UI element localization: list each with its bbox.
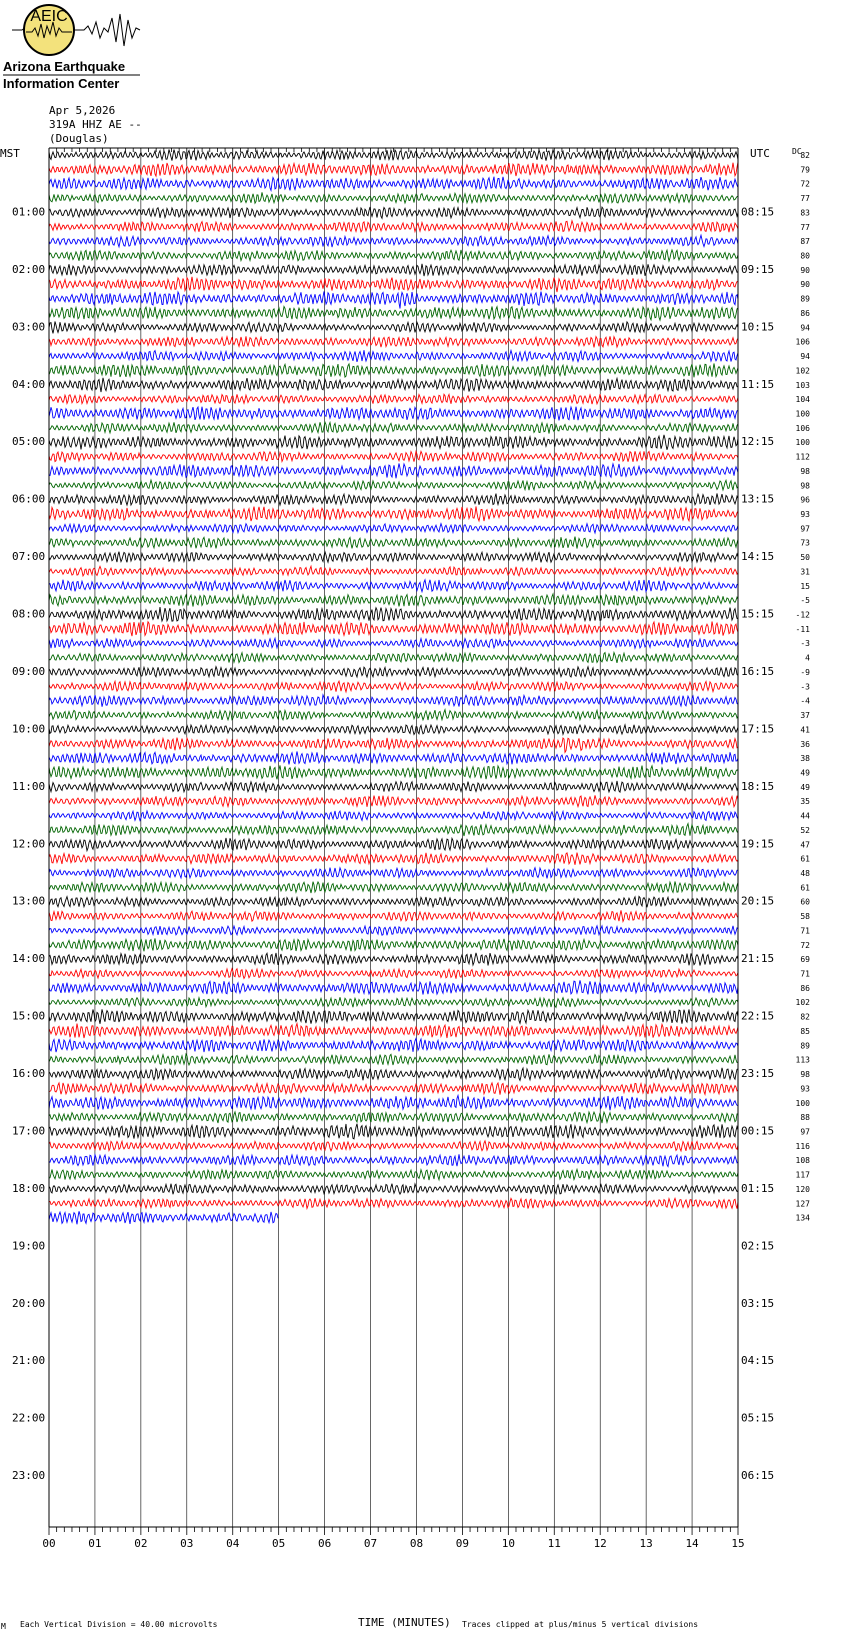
mst-hour-label: 15:00 xyxy=(12,1009,46,1023)
utc-hour-label: 05:15 xyxy=(741,1411,775,1425)
seismic-trace xyxy=(49,853,738,865)
dc-offset-label: 69 xyxy=(800,955,810,965)
seismic-trace xyxy=(49,566,738,576)
mst-hour-label: 06:00 xyxy=(12,492,46,506)
dc-offset-label: 127 xyxy=(795,1199,810,1209)
dc-offset-label: 72 xyxy=(800,179,810,189)
dc-offset-label: 88 xyxy=(800,1113,810,1123)
seismic-trace xyxy=(49,980,738,994)
dc-offset-label: 15 xyxy=(800,581,810,591)
seismic-traces xyxy=(49,150,738,1225)
seismic-trace xyxy=(49,910,738,921)
dc-offset-label: 72 xyxy=(800,940,810,950)
dc-offset-label: 98 xyxy=(800,481,810,491)
dc-offset-label: 49 xyxy=(800,768,810,778)
seismic-trace xyxy=(49,291,738,308)
seismic-trace xyxy=(49,162,738,176)
logo-line1: Arizona Earthquake xyxy=(3,59,126,74)
dc-offset-label: 106 xyxy=(795,423,810,433)
dc-offset-label: 73 xyxy=(800,538,810,548)
seismic-trace xyxy=(49,1009,738,1024)
dc-offset-label: 98 xyxy=(800,466,810,476)
seismic-trace xyxy=(49,1198,738,1208)
utc-hour-label: 16:15 xyxy=(741,664,775,678)
seismic-trace xyxy=(49,1096,738,1111)
x-tick-label: 15 xyxy=(731,1537,745,1550)
seismic-trace xyxy=(49,868,738,879)
dc-offset-label: 82 xyxy=(800,1012,810,1022)
utc-hour-label: 09:15 xyxy=(741,262,775,276)
mst-hour-label: 21:00 xyxy=(12,1354,46,1368)
x-tick-label: 01 xyxy=(88,1537,102,1550)
mst-hour-label: 07:00 xyxy=(12,550,46,564)
seismic-trace xyxy=(49,1169,738,1180)
x-tick-label: 02 xyxy=(134,1537,148,1550)
x-tick-label: 00 xyxy=(42,1537,56,1550)
dc-offset-label: 61 xyxy=(800,854,810,864)
dc-offset-label: 41 xyxy=(800,725,810,735)
seismic-trace xyxy=(49,1068,738,1081)
seismic-trace xyxy=(49,250,738,261)
dc-offset-label: 71 xyxy=(800,969,810,979)
seismic-trace xyxy=(49,322,738,334)
seismic-trace xyxy=(49,552,738,563)
seismic-trace xyxy=(49,938,738,951)
mst-hour-label: 09:00 xyxy=(12,664,46,678)
utc-hour-label: 04:15 xyxy=(741,1354,775,1368)
mst-hour-label: 11:00 xyxy=(12,779,46,793)
mst-hour-label: 22:00 xyxy=(12,1411,46,1425)
seismic-trace xyxy=(49,1054,738,1065)
dc-offset-label: 93 xyxy=(800,510,810,519)
dc-offset-label: 98 xyxy=(800,1070,810,1080)
seismic-trace xyxy=(49,1184,738,1195)
utc-hour-label: 13:15 xyxy=(741,492,775,506)
x-tick-label: 10 xyxy=(501,1537,515,1550)
dc-offset-label: 102 xyxy=(795,998,810,1008)
seismic-trace xyxy=(49,725,738,735)
header-channel: 319A HHZ AE -- xyxy=(49,118,142,131)
dc-offset-label: 87 xyxy=(800,237,810,247)
seismic-trace xyxy=(49,407,738,421)
dc-offset-label: 96 xyxy=(800,495,810,505)
seismic-trace xyxy=(49,681,738,692)
mst-hour-label: 13:00 xyxy=(12,894,46,908)
seismic-trace xyxy=(49,882,738,894)
utc-hour-label: 11:15 xyxy=(741,377,775,391)
dc-offset-label: 89 xyxy=(800,1041,810,1051)
mst-hour-label: 05:00 xyxy=(12,435,46,449)
dc-offset-label: 79 xyxy=(800,165,810,175)
utc-hour-label: 23:15 xyxy=(741,1067,775,1081)
x-tick-label: 13 xyxy=(639,1537,653,1550)
seismic-trace xyxy=(49,781,738,792)
seismic-trace xyxy=(49,622,738,637)
utc-hour-label: 06:15 xyxy=(741,1469,775,1483)
header-station: (Douglas) xyxy=(49,132,109,145)
dc-offset-label: 86 xyxy=(800,308,810,318)
seismic-trace xyxy=(49,177,738,191)
seismic-trace xyxy=(49,1124,738,1139)
mst-hour-label: 18:00 xyxy=(12,1181,46,1195)
mst-hour-label: 14:00 xyxy=(12,952,46,966)
seismic-trace xyxy=(49,811,738,821)
dc-offset-label: 82 xyxy=(800,151,810,160)
utc-hour-label: 21:15 xyxy=(741,952,775,966)
dc-axis-label: DC xyxy=(792,147,802,156)
dc-offset-label: 50 xyxy=(800,553,810,563)
mst-hour-label: 17:00 xyxy=(12,1124,46,1138)
dc-offset-label: 97 xyxy=(800,1127,810,1137)
mst-hour-label: 16:00 xyxy=(12,1067,46,1081)
dc-offset-label: 4 xyxy=(805,653,810,663)
dc-offset-label: 94 xyxy=(800,323,810,333)
dc-offset-label: 60 xyxy=(800,897,810,907)
utc-hour-label: 02:15 xyxy=(741,1239,775,1253)
mst-hour-label: 20:00 xyxy=(12,1296,46,1310)
seismic-trace xyxy=(49,751,738,764)
mst-hour-label: 10:00 xyxy=(12,722,46,736)
dc-offset-label: 31 xyxy=(800,567,810,577)
logo-badge: AEIC xyxy=(30,8,68,25)
utc-hour-label: 18:15 xyxy=(741,779,775,793)
seismic-trace xyxy=(49,537,738,549)
x-tick-label: 06 xyxy=(317,1537,332,1550)
seismic-trace xyxy=(49,1154,738,1166)
utc-hour-label: 14:15 xyxy=(741,550,775,564)
x-tick-label: 08 xyxy=(409,1537,424,1550)
seismic-trace xyxy=(49,795,738,806)
seismic-trace xyxy=(49,363,738,377)
x-tick-label: 07 xyxy=(363,1537,378,1550)
utc-hour-label: 10:15 xyxy=(741,320,775,334)
seismic-trace xyxy=(49,394,738,404)
dc-offset-label: 77 xyxy=(800,194,810,204)
dc-offset-label: 38 xyxy=(800,754,810,764)
seismic-trace xyxy=(49,695,738,707)
seismic-trace xyxy=(49,710,738,720)
seismic-trace xyxy=(49,738,738,753)
utc-hour-label: 17:15 xyxy=(741,722,775,736)
dc-offset-label: -11 xyxy=(795,624,810,634)
seismic-trace xyxy=(49,607,738,621)
seismic-trace xyxy=(49,378,738,392)
dc-offset-label: 80 xyxy=(800,251,810,261)
dc-offset-label: 86 xyxy=(800,983,810,993)
mst-hour-label: 01:00 xyxy=(12,205,46,219)
dc-offset-label: 112 xyxy=(795,452,810,462)
dc-offset-label: -3 xyxy=(800,639,810,649)
dc-offset-label: 103 xyxy=(795,380,810,390)
utc-axis-label: UTC xyxy=(750,147,770,160)
dc-offset-label: 113 xyxy=(795,1055,810,1065)
dc-offset-label: 90 xyxy=(800,265,810,275)
dc-offset-label: 61 xyxy=(800,883,810,893)
dc-offset-label: 85 xyxy=(800,1026,810,1036)
dc-offset-label: 58 xyxy=(800,912,810,922)
x-tick-label: 03 xyxy=(180,1537,194,1550)
seismic-trace xyxy=(49,594,738,607)
seismic-trace xyxy=(49,926,738,935)
seismic-trace xyxy=(49,824,738,836)
utc-hour-label: 08:15 xyxy=(741,205,775,219)
dc-offset-label: 49 xyxy=(800,782,810,792)
seismic-trace xyxy=(49,524,738,533)
seismic-trace xyxy=(49,506,738,521)
dc-offset-label: 117 xyxy=(795,1170,810,1180)
seismic-trace xyxy=(49,264,738,276)
seismic-trace xyxy=(49,1211,278,1224)
seismic-trace xyxy=(49,350,738,362)
seismic-trace xyxy=(49,221,738,232)
clip-note: Traces clipped at plus/minus 5 vertical divisions xyxy=(462,1620,699,1629)
dc-offset-label: 35 xyxy=(800,797,810,807)
header-date: Apr 5,2026 xyxy=(49,104,116,117)
utc-hour-label: 01:15 xyxy=(741,1181,775,1195)
logo-line2: Information Center xyxy=(3,76,120,91)
x-tick-label: 04 xyxy=(226,1537,240,1550)
x-tick-label: 14 xyxy=(685,1537,699,1550)
seismic-trace xyxy=(49,307,738,321)
dc-offset-label: 100 xyxy=(795,1098,810,1108)
seismic-trace xyxy=(49,997,738,1007)
dc-offset-label: 94 xyxy=(800,352,810,362)
dc-offset-label: 52 xyxy=(800,825,810,835)
seismic-trace xyxy=(49,653,738,663)
seismic-trace xyxy=(49,494,738,506)
dc-offset-label: 83 xyxy=(800,208,810,218)
dc-offset-label: -4 xyxy=(800,696,810,706)
dc-offset-label: 89 xyxy=(800,294,810,304)
dc-offset-label: 36 xyxy=(800,739,810,749)
mst-hour-label: 12:00 xyxy=(12,837,46,851)
seismic-trace xyxy=(49,235,738,247)
x-tick-label: 05 xyxy=(272,1537,286,1550)
seismic-trace xyxy=(49,667,738,678)
utc-hour-label: 00:15 xyxy=(741,1124,775,1138)
mst-hour-label: 19:00 xyxy=(12,1239,46,1253)
chart-labels xyxy=(12,151,810,1550)
dc-offset-label: 48 xyxy=(800,869,810,878)
utc-hour-label: 15:15 xyxy=(741,607,775,621)
seismic-trace xyxy=(49,969,738,979)
dc-offset-label: 100 xyxy=(795,409,810,419)
utc-hour-label: 20:15 xyxy=(741,894,775,908)
seismic-trace xyxy=(49,765,738,779)
mst-hour-label: 04:00 xyxy=(12,377,46,391)
minute-gridlines xyxy=(95,154,692,1527)
seismic-trace xyxy=(49,1083,738,1095)
seismic-trace xyxy=(49,838,738,851)
dc-offset-label: 44 xyxy=(800,811,810,821)
seismic-trace xyxy=(49,1141,738,1151)
seismic-trace xyxy=(49,207,738,218)
x-tick-label: 09 xyxy=(455,1537,470,1550)
dc-offset-label: -3 xyxy=(800,682,810,692)
dc-offset-label: 108 xyxy=(795,1156,810,1166)
seismic-trace xyxy=(49,896,738,907)
utc-hour-label: 03:15 xyxy=(741,1296,775,1310)
mst-hour-label: 03:00 xyxy=(12,320,46,334)
dc-offset-label: 106 xyxy=(795,337,810,347)
utc-hour-label: 19:15 xyxy=(741,837,775,851)
seismic-trace xyxy=(49,422,738,433)
seismic-trace xyxy=(49,192,738,203)
seismic-trace xyxy=(49,277,738,292)
scale-note: Each Vertical Division = 40.00 microvolts xyxy=(20,1620,218,1629)
seismic-trace xyxy=(49,451,738,462)
seismic-trace xyxy=(49,1112,738,1123)
dc-offset-label: 97 xyxy=(800,524,810,534)
dc-offset-label: 47 xyxy=(800,840,810,850)
utc-hour-label: 12:15 xyxy=(741,435,775,449)
seismic-trace xyxy=(49,435,738,450)
seismic-trace xyxy=(49,580,738,592)
seismic-trace xyxy=(49,464,738,479)
dc-offset-label: -5 xyxy=(800,596,810,606)
dc-offset-label: 37 xyxy=(800,711,810,721)
utc-hour-label: 22:15 xyxy=(741,1009,775,1023)
corner-mark: M xyxy=(1,1622,6,1631)
dc-offset-label: 134 xyxy=(795,1213,810,1223)
seismic-trace xyxy=(49,336,738,347)
x-tick-label: 12 xyxy=(593,1537,607,1550)
dc-offset-label: 120 xyxy=(795,1184,810,1194)
mst-hour-label: 08:00 xyxy=(12,607,46,621)
dc-offset-label: 100 xyxy=(795,438,810,448)
mst-hour-label: 02:00 xyxy=(12,262,46,276)
seismic-trace xyxy=(49,953,738,966)
x-axis-title: TIME (MINUTES) xyxy=(358,1616,451,1629)
dc-offset-label: 102 xyxy=(795,366,810,376)
dc-offset-label: -12 xyxy=(795,610,810,620)
seismic-trace xyxy=(49,1024,738,1038)
dc-offset-label: 104 xyxy=(795,395,810,405)
x-tick-label: 11 xyxy=(547,1537,561,1550)
seismic-trace xyxy=(49,638,738,648)
seismic-trace xyxy=(49,480,738,490)
dc-offset-label: -9 xyxy=(800,667,810,677)
mst-hour-label: 23:00 xyxy=(12,1469,46,1483)
dc-offset-label: 116 xyxy=(795,1141,810,1151)
dc-offset-label: 77 xyxy=(800,222,810,232)
mst-axis-label: MST xyxy=(0,147,20,160)
seismic-trace xyxy=(49,1038,738,1052)
dc-offset-label: 93 xyxy=(800,1084,810,1094)
dc-offset-label: 90 xyxy=(800,280,810,290)
dc-offset-label: 71 xyxy=(800,926,810,936)
